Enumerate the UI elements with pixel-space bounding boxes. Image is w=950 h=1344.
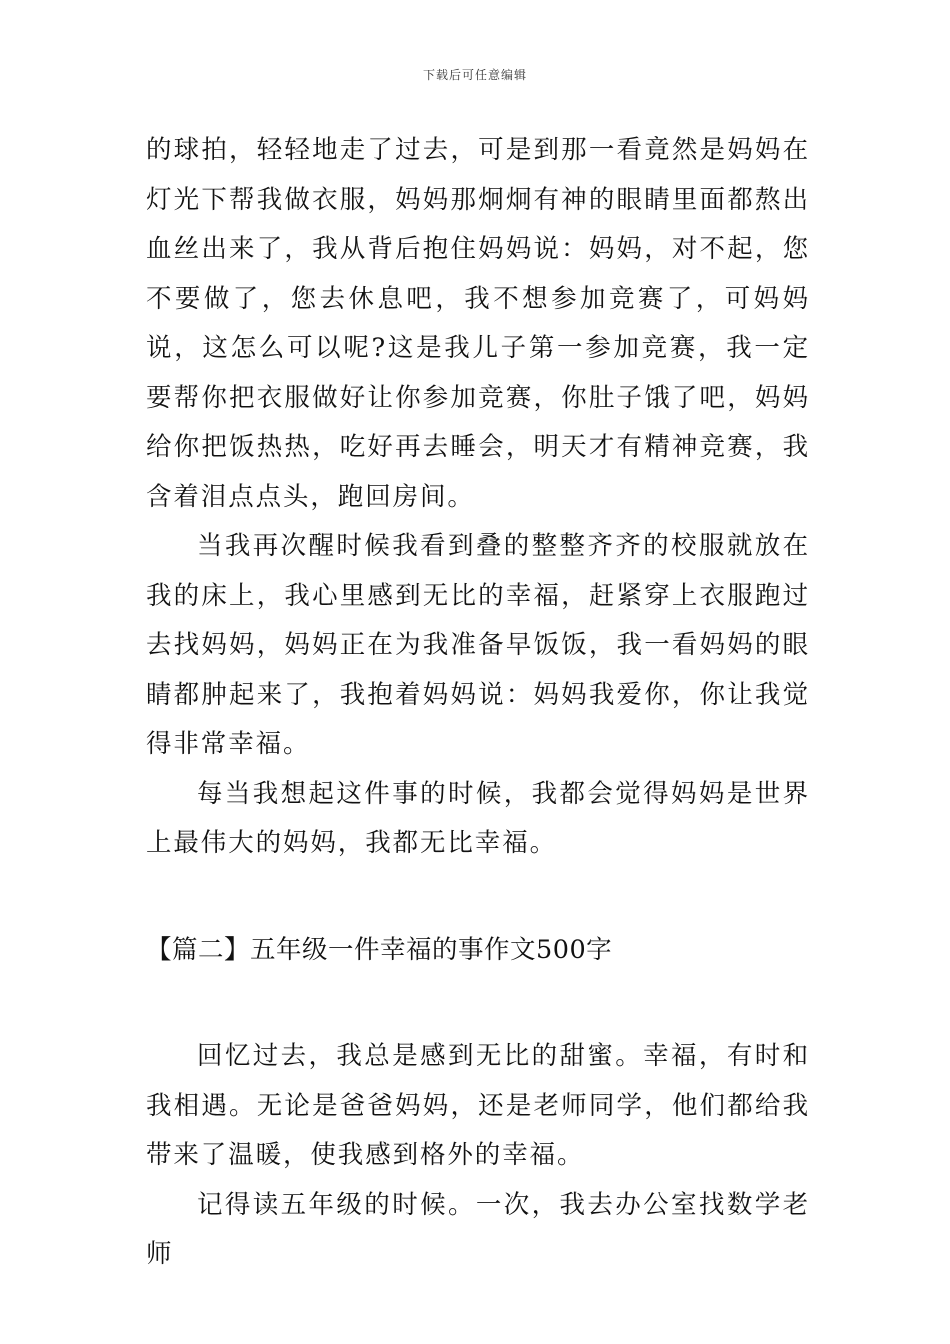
section-heading: 【篇二】五年级一件幸福的事作文500字 [146, 934, 613, 965]
paragraph: 每当我想起这件事的时候，我都会觉得妈妈是世界上最伟大的妈妈，我都无比幸福。 [146, 778, 810, 858]
document-body [146, 126, 810, 1280]
paragraph: 回忆过去，我总是感到无比的甜蜜。幸福，有时和我相遇。无论是爸爸妈妈，还是老师同学，他们都给我带来了温暖，使我感到格外的幸福。 [146, 1041, 810, 1170]
paragraph: 当我再次醒时候我看到叠的整整齐齐的校服就放在我的床上，我心里感到无比的幸福，赶紧穿上衣服跑过去找妈妈，妈妈正在为我准备早饭饭，我一看妈妈的眼睛都肿起来了，我抱着妈妈说：妈妈我爱你，你让我觉得非常幸福。 [146, 531, 810, 759]
paragraph-continued: 的球拍，轻轻地走了过去，可是到那一看竟然是妈妈在灯光下帮我做衣服，妈妈那炯炯有神的眼睛里面都熬出血丝出来了，我从背后抱住妈妈说：妈妈，对不起，您不要做了，您去休息吧，我不想参加竞赛了，可妈妈说，这怎么可以呢?这是我儿子第一参加竞赛，我一定要帮你把衣服做好让你参加竞赛，你肚子饿了吧，妈妈给你把饭热热，吃好再去睡会，明天才有精神竞赛，我含着泪点点头，跑回房间。 [146, 135, 810, 512]
paragraph: 记得读五年级的时候。一次，我去办公室找数学老师 [146, 1189, 810, 1269]
page-header-note: 下载后可任意编辑 [422, 68, 527, 82]
